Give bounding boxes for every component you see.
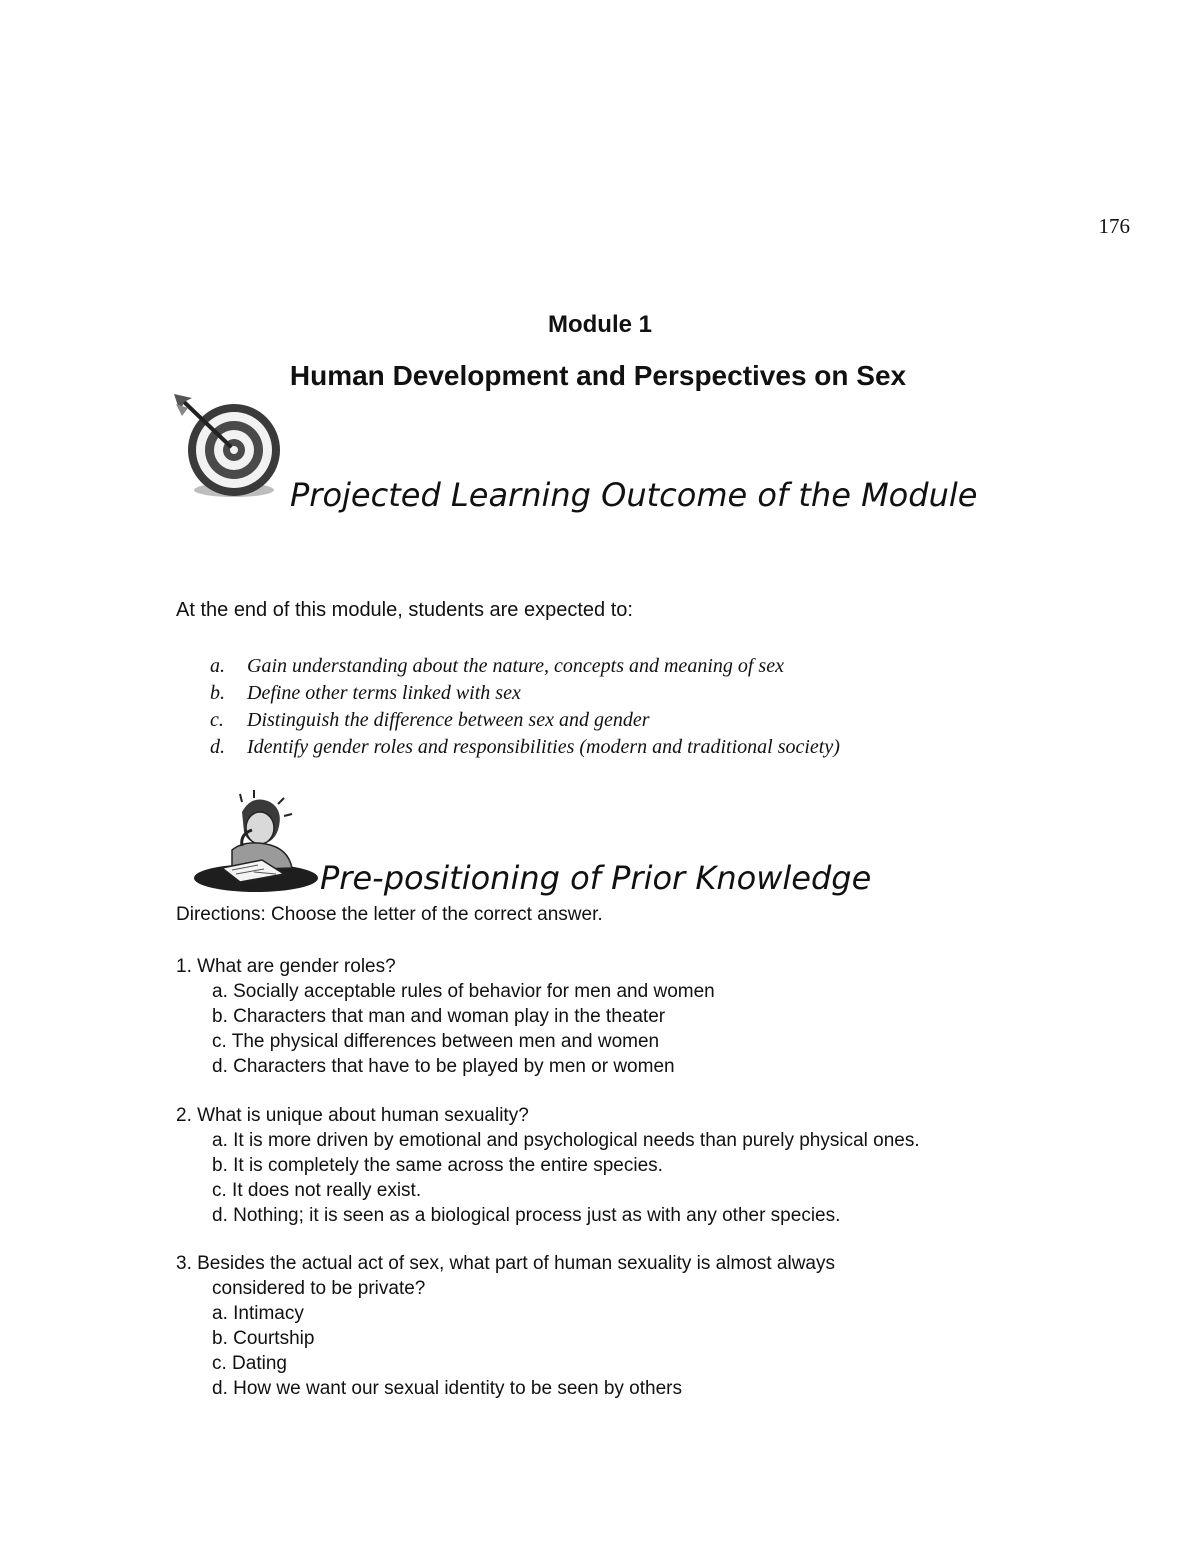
answer-choice: b. Characters that man and woman play in the theater	[212, 1006, 666, 1027]
objective-letter: d.	[210, 736, 225, 758]
answer-choice: a. Socially acceptable rules of behavior for men and women	[212, 981, 715, 1002]
objective-text: Gain understanding about the nature, concepts and meaning of sex	[247, 655, 784, 677]
objective-item	[210, 707, 840, 734]
objective-text: Define other terms linked with sex	[247, 682, 521, 704]
objective-item	[210, 653, 840, 680]
objective-item	[210, 734, 840, 761]
question-stem-continued: considered to be private?	[212, 1278, 426, 1299]
page-number: 176	[1098, 214, 1130, 238]
module-title: Human Development and Perspectives on Sex	[289, 360, 907, 391]
outcome-intro: At the end of this module, students are expected to:	[176, 599, 633, 621]
question-3	[176, 1251, 835, 1401]
objective-letter: b.	[210, 682, 225, 704]
objective-text: Identify gender roles and responsibilities (modern and traditional society)	[247, 736, 840, 758]
question-stem: 1. What are gender roles?	[176, 956, 396, 977]
answer-choice: d. How we want our sexual identity to be seen by others	[212, 1378, 682, 1399]
question-2	[176, 1103, 920, 1228]
answer-choice: a. Intimacy	[212, 1303, 304, 1324]
prior-knowledge-heading: Pre-positioning of Prior Knowledge	[320, 859, 872, 897]
answer-choice: a. It is more driven by emotional and psychological needs than purely physical ones.	[212, 1130, 920, 1151]
answer-choice: b. It is completely the same across the entire species.	[212, 1155, 663, 1176]
outcome-heading: Projected Learning Outcome of the Module	[290, 476, 978, 514]
objectives-list	[210, 653, 840, 761]
question-1	[176, 954, 715, 1079]
question-stem: 2. What is unique about human sexuality?	[176, 1105, 529, 1126]
directions-text: Directions: Choose the letter of the correct answer.	[176, 904, 603, 925]
objective-item	[210, 680, 840, 707]
answer-choice: c. It does not really exist.	[212, 1180, 422, 1201]
objective-text: Distinguish the difference between sex and gender	[247, 709, 650, 731]
objective-letter: a.	[210, 655, 225, 677]
answer-choice: d. Nothing; it is seen as a biological process just as with any other species.	[212, 1205, 841, 1226]
answer-choice: c. Dating	[212, 1353, 287, 1374]
answer-choice: c. The physical differences between men and women	[212, 1031, 660, 1052]
objective-letter: c.	[210, 709, 224, 731]
module-label: Module 1	[547, 311, 652, 338]
student-writing-icon	[192, 790, 320, 896]
answer-choice: d. Characters that have to be played by men or women	[212, 1056, 675, 1077]
answer-choice: b. Courtship	[212, 1328, 315, 1349]
question-stem: 3. Besides the actual act of sex, what part of human sexuality is almost always	[176, 1253, 835, 1274]
